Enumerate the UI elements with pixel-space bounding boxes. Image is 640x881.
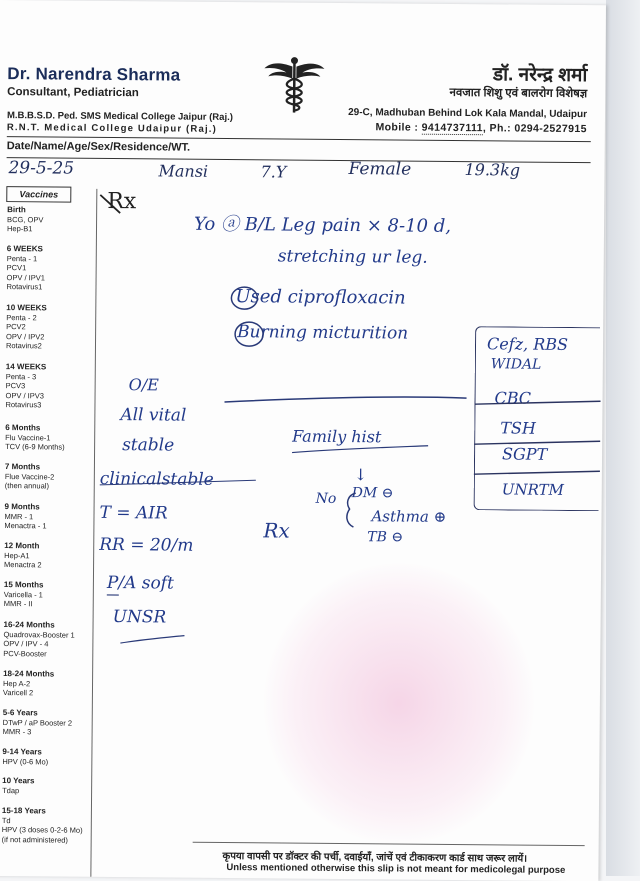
vaccine-age: 12 Month: [4, 541, 40, 551]
vaccines-heading: Vaccines: [6, 186, 71, 203]
vaccine-item: Varicella - 1: [3, 589, 43, 599]
vaccine-item: DTwP / aP Booster 2: [2, 717, 73, 728]
exam-item: RR = 20/m: [99, 534, 194, 556]
vaccine-item: PCV3: [5, 381, 26, 391]
family-history-title: Family hist: [292, 426, 382, 447]
vaccine-age: 5-6 Years: [2, 708, 38, 718]
rx-symbol: Rx: [107, 188, 137, 215]
qualification-line-1: M.B.B.S.D. Ped. SMS Medical College Jaipur (Raj.): [6, 110, 233, 124]
vaccine-item: Penta - 1: [6, 253, 38, 263]
vaccine-item: OPV / IPV1: [6, 272, 45, 283]
vaccine-age: 18-24 Months: [3, 669, 55, 679]
vaccine-item: OPV / IPV2: [6, 331, 45, 342]
doctor-title: Consultant, Pediatrician: [7, 86, 139, 100]
vaccine-item: HPV (3 doses 0-2-6 Mo): [1, 825, 83, 835]
exam-item: T = AIR: [99, 502, 168, 524]
complaint-item-b: Burning micturition: [237, 322, 409, 344]
vaccine-item: BCG, OPV: [7, 214, 44, 224]
vaccine-item: Menactra - 1: [4, 521, 47, 531]
vaccine-age: Birth: [7, 205, 26, 215]
vaccine-age: 16-24 Months: [3, 620, 55, 630]
family-history-no: No: [315, 490, 337, 507]
doctor-name: Dr. Narendra Sharma: [7, 64, 181, 85]
vaccine-item: Flu Vaccine-1: [5, 432, 51, 443]
vaccine-age: 10 Years: [2, 776, 35, 786]
patient-name: Mansi: [158, 161, 209, 181]
vaccine-item: PCV2: [6, 322, 26, 332]
vaccine-item: Varicell 2: [2, 688, 34, 698]
specialty-hindi: नवजात शिशु एवं बालरोग विशेषज्ञ: [449, 86, 588, 101]
family-history-item: TB ⊖: [367, 529, 404, 546]
family-history-arrow: ↓: [353, 465, 368, 485]
test-item: SGPT: [501, 444, 548, 464]
patient-date: 29-5-25: [8, 158, 75, 179]
doctor-name-hindi: डॉ. नरेन्द्र शर्मा: [492, 64, 588, 87]
vaccine-item: Rotavirus2: [5, 341, 42, 351]
exam-item: All vital: [120, 405, 187, 426]
exam-item: clinicalstable: [99, 468, 214, 490]
vaccine-item: MMR - II: [3, 599, 33, 609]
complaint-line-1: Yo ⓐ B/L Leg pain × 8-10 d,: [193, 213, 452, 237]
test-item: Cefz, RBS: [486, 334, 569, 354]
vaccine-item: Hep-B1: [6, 224, 33, 234]
vaccine-age: 15 Months: [3, 580, 44, 590]
vaccine-age: 14 WEEKS: [5, 362, 47, 372]
exam-item: UNSR: [112, 607, 167, 628]
background-edge: [606, 0, 640, 876]
vaccine-item: Menactra 2: [4, 560, 42, 570]
vaccine-item: TCV (6-9 Months): [5, 442, 65, 452]
vaccine-item: HPV (0-6 Mo): [2, 756, 49, 767]
exam-item: O/E: [128, 375, 159, 395]
phone-label: , Ph.:: [482, 122, 512, 135]
vaccine-age: 9 Months: [4, 502, 40, 512]
test-item: UNRTM: [501, 480, 564, 499]
vaccine-item: Hep-A1: [4, 550, 30, 560]
mobile-label: Mobile :: [375, 121, 419, 134]
family-history-item: Asthma ⊕: [371, 507, 447, 526]
vaccine-item: OPV / IPV3: [5, 390, 44, 401]
vaccine-item: Td: [1, 815, 11, 825]
complaint-line-2: stretching ur leg.: [277, 246, 428, 268]
clinic-address: 29-C, Madhuban Behind Lok Kala Mandal, Udaipur: [348, 107, 588, 121]
rx-handwritten: Rx: [263, 518, 290, 543]
vaccine-item: PCV-Booster: [3, 648, 47, 659]
vaccine-age: 15-18 Years: [1, 806, 46, 816]
vaccine-item: Penta - 2: [6, 312, 37, 322]
vaccine-item: Quadrovax-Booster 1: [3, 629, 75, 640]
family-history-item: DM ⊖: [351, 485, 394, 502]
patient-weight: 19.3kg: [464, 160, 521, 180]
exam-item: stable: [122, 435, 175, 456]
patient-sex: Female: [348, 159, 412, 180]
test-item: TSH: [500, 418, 536, 438]
vaccine-item: OPV / IPV - 4: [3, 639, 49, 649]
vaccine-item: MMR - 3: [2, 727, 32, 737]
vaccine-item: Flue Vaccine-2: [4, 471, 55, 482]
patient-age: 7.Y: [260, 162, 287, 182]
patient-line-label: Date/Name/Age/Sex/Residence/WT.: [6, 140, 191, 154]
vaccine-age: 10 WEEKS: [6, 303, 47, 313]
complaint-item-a: Used ciprofloxacin: [235, 286, 406, 309]
vaccine-item: Rotavirus1: [6, 282, 43, 292]
vaccine-item: (then annual): [4, 481, 50, 491]
footer-hindi-note: कृपया वापसी पर डॉक्टर की पर्ची, दवाईयाँ, जांचें एवं टीकाकरण कार्ड साथ जरूर लायें।: [222, 850, 528, 865]
mobile-number: 9414737111: [421, 121, 483, 135]
vaccine-age: 6 WEEKS: [6, 244, 43, 254]
vaccine-item: Penta - 3: [5, 371, 37, 381]
vaccine-age: 9-14 Years: [2, 747, 42, 757]
exam-item: P/A soft: [106, 572, 174, 594]
qualification-line-2: R.N.T. Medical College Udaipur (Raj.): [6, 122, 218, 135]
test-item: CBC: [494, 388, 532, 408]
vaccine-age: 7 Months: [4, 462, 41, 472]
vaccine-item: (if not administered): [1, 834, 68, 845]
vaccine-item: PCV1: [6, 263, 27, 273]
vaccine-item: Tdap: [2, 785, 20, 795]
vaccine-item: MMR - 1: [4, 511, 34, 521]
vaccine-item: Hep A-2: [2, 678, 31, 688]
test-item: WIDAL: [490, 356, 542, 373]
footer-disclaimer: Unless mentioned otherwise this slip is not meant for medicolegal purpose: [226, 862, 566, 876]
phone-number: 0294-2527915: [514, 122, 587, 136]
vaccine-item: Rotavirus3: [5, 400, 42, 410]
vaccine-age: 6 Months: [5, 423, 41, 433]
